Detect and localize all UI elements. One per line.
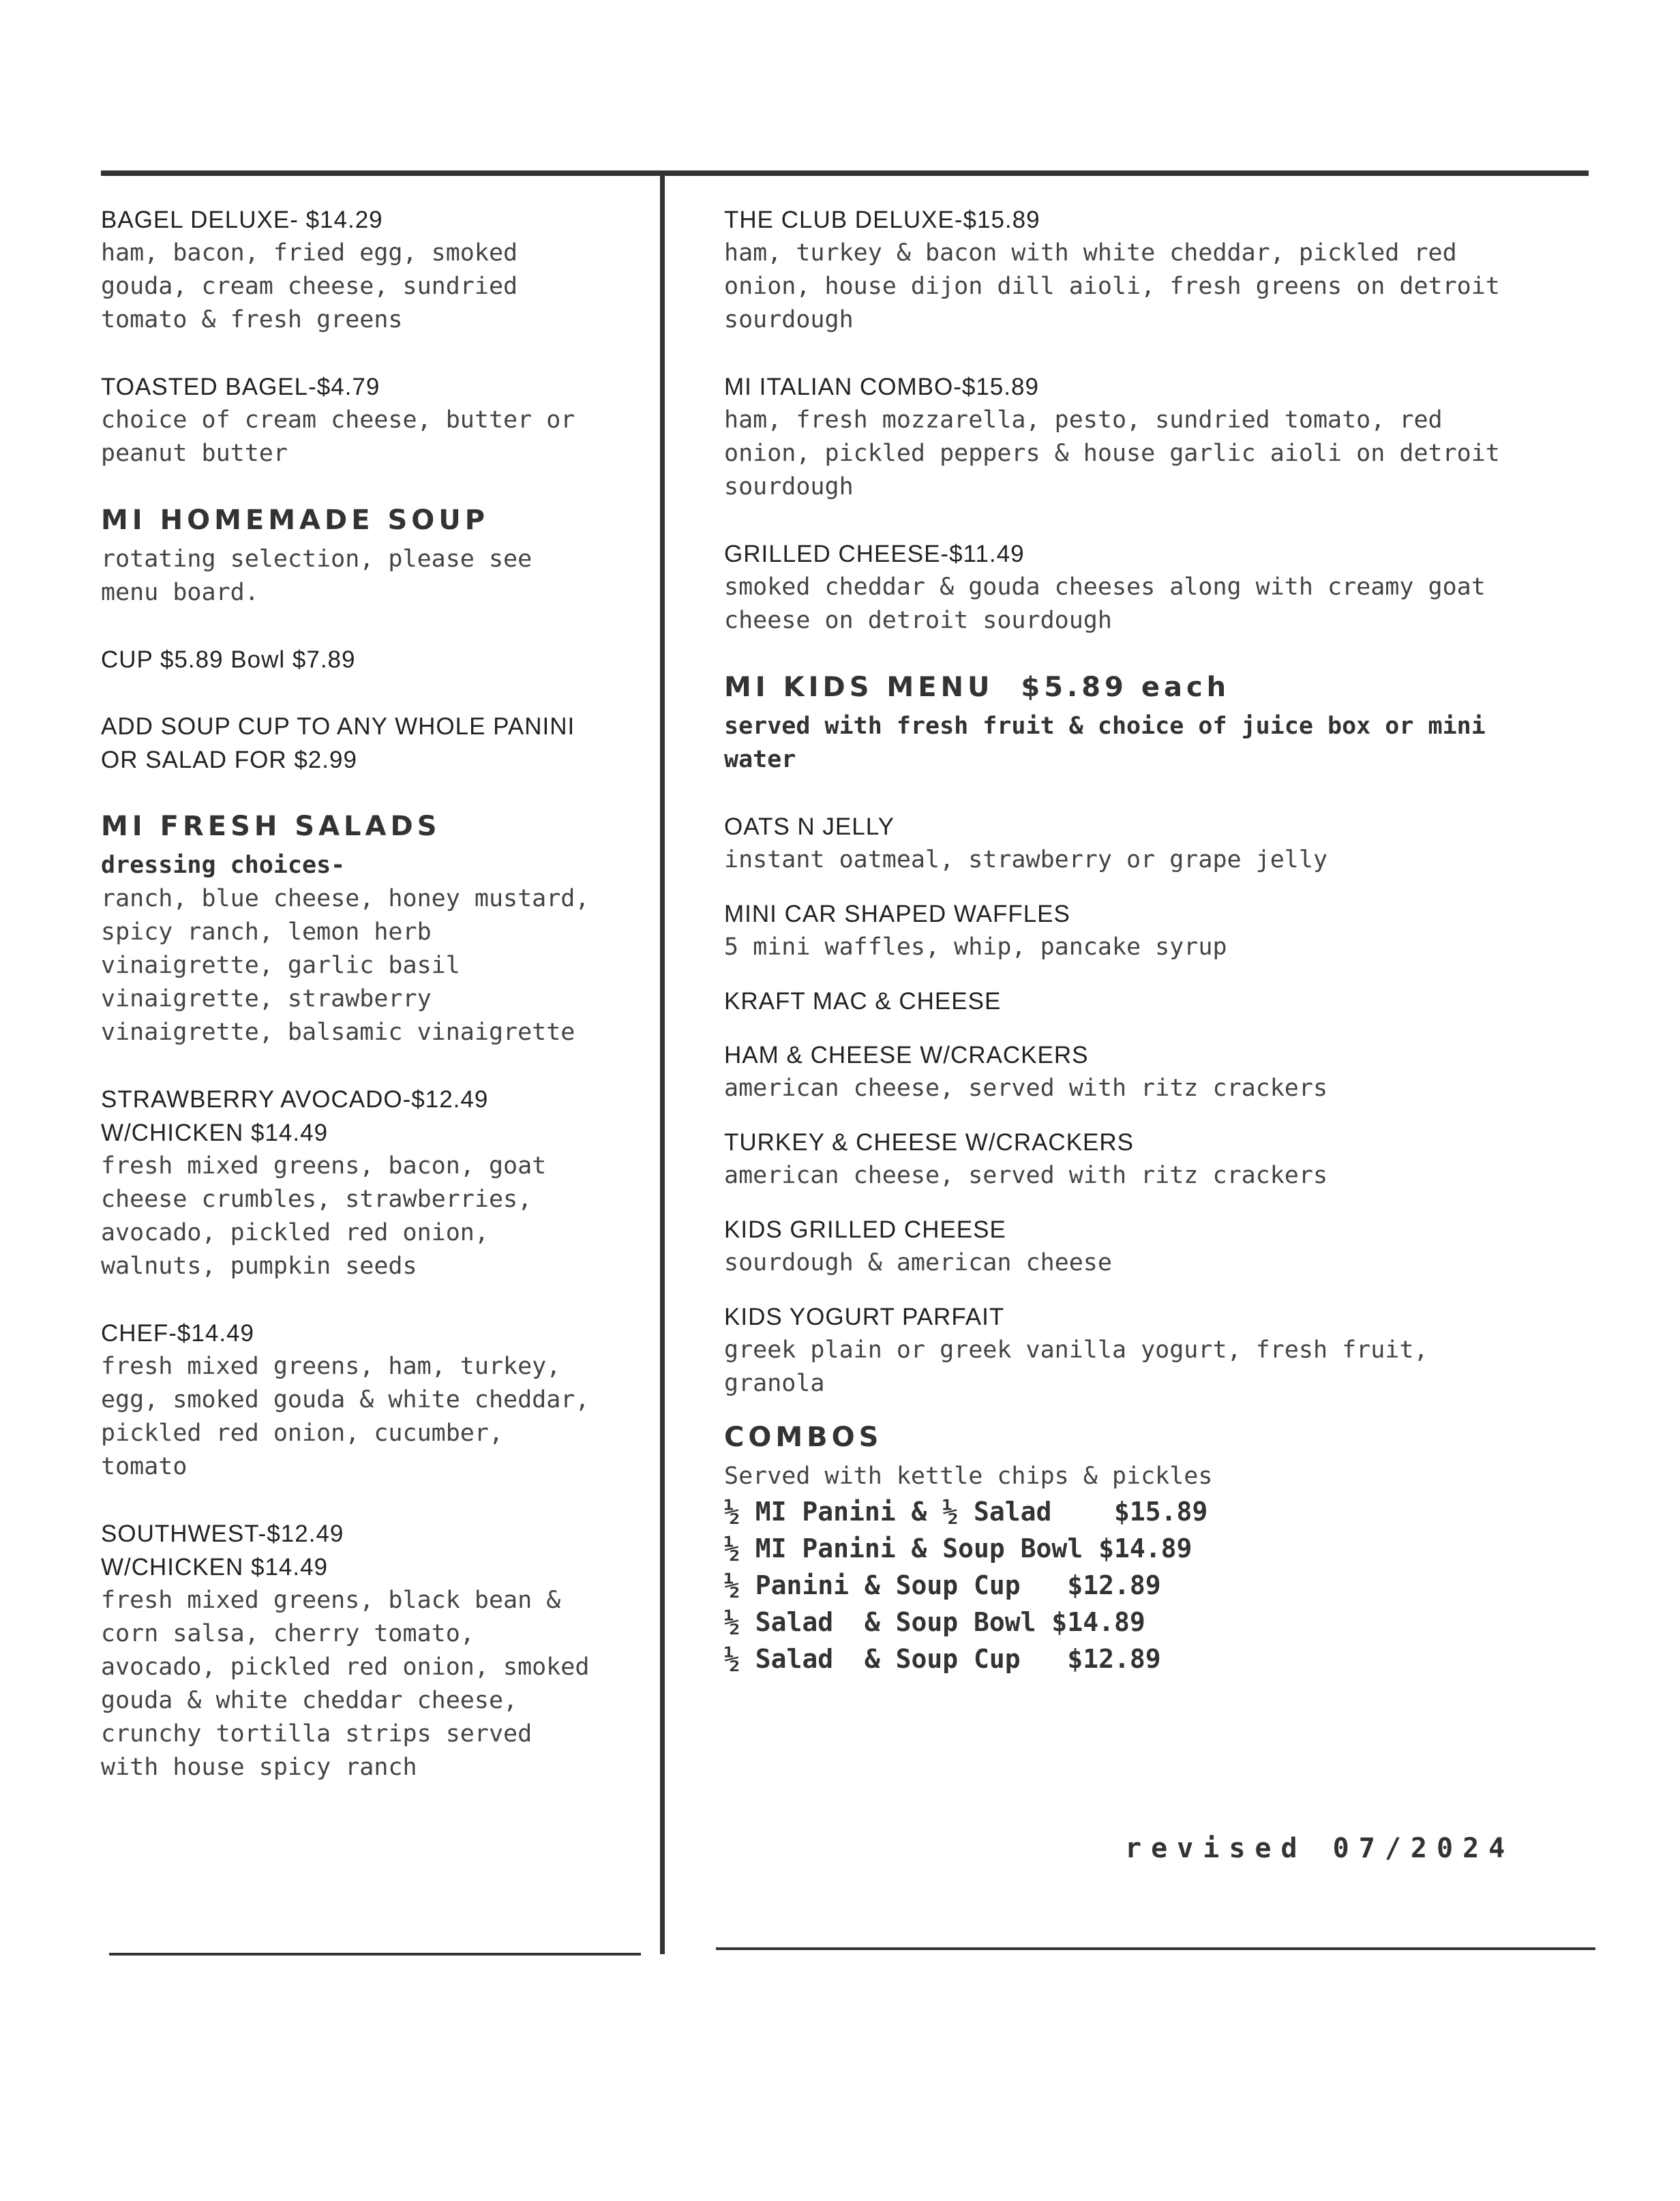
- menu-item-kids-grilled-cheese: [724, 1213, 1597, 1280]
- section-heading-soup: MI HOMEMADE SOUP: [101, 505, 490, 536]
- item-title: MINI CAR SHAPED WAFFLES: [724, 901, 1070, 927]
- menu-item-kraft-mac: [724, 985, 1597, 1018]
- item-description: american cheese, served with ritz crackers: [724, 1162, 1328, 1189]
- item-title: KIDS GRILLED CHEESE: [724, 1216, 1006, 1243]
- item-description: choice of cream cheese, butter or peanut butter: [101, 406, 575, 467]
- item-title: SOUTHWEST-$12.49 W/CHICKEN $14.49: [101, 1521, 344, 1581]
- item-title: STRAWBERRY AVOCADO-$12.49 W/CHICKEN $14.49: [101, 1086, 489, 1146]
- item-description: rotating selection, please see menu board.: [101, 545, 532, 606]
- item-title: CHEF-$14.49: [101, 1320, 254, 1347]
- item-title: BAGEL DELUXE- $14.29: [101, 207, 383, 233]
- soup-description: [101, 543, 660, 610]
- menu-item-ham-cheese: [724, 1038, 1597, 1105]
- item-description: ham, bacon, fried egg, smoked gouda, cream cheese, sundried tomato & fresh greens: [101, 239, 518, 333]
- item-description: sourdough & american cheese: [724, 1249, 1112, 1276]
- section-heading-kids: MI KIDS MENU $5.89 each: [724, 672, 1231, 703]
- item-description: greek plain or greek vanilla yogurt, fresh fruit, granola: [724, 1336, 1428, 1397]
- dressing-list: ranch, blue cheese, honey mustard, spicy ranch, lemon herb vinaigrette, garlic basil vinaigrette, strawberry vinaigrette, balsamic vinaigrette: [101, 885, 590, 1046]
- soup-sizes: [101, 643, 660, 676]
- item-title: CUP $5.89 Bowl $7.89: [101, 646, 356, 673]
- menu-item-toasted-bagel: [101, 370, 660, 470]
- right-column: [724, 203, 1597, 1677]
- combo-line: ½ Panini & Soup Cup $12.89: [724, 1570, 1161, 1600]
- menu-item-club-deluxe: [724, 203, 1597, 337]
- combo-line: ½ MI Panini & ½ Salad $15.89: [724, 1497, 1208, 1527]
- item-description: instant oatmeal, strawberry or grape jelly: [724, 846, 1328, 873]
- kids-subtitle: [724, 710, 1597, 777]
- menu-item-chef: [101, 1317, 660, 1484]
- column-divider: [660, 173, 665, 1954]
- section-heading-salads: MI FRESH SALADS: [101, 811, 441, 842]
- menu-item-mini-waffles: [724, 897, 1597, 964]
- dressing-label: dressing choices-: [101, 852, 346, 879]
- item-description: smoked cheddar & gouda cheeses along with creamy goat cheese on detroit sourdough: [724, 573, 1486, 634]
- top-divider: [101, 170, 1589, 176]
- soup-addon: [101, 710, 660, 777]
- item-title: KIDS YOGURT PARFAIT: [724, 1304, 1005, 1330]
- menu-item-turkey-cheese: [724, 1126, 1597, 1193]
- item-description: fresh mixed greens, ham, turkey, egg, smoked gouda & white cheddar, pickled red onion, cucumber, tomato: [101, 1353, 590, 1480]
- item-title: KRAFT MAC & CHEESE: [724, 988, 1002, 1015]
- combo-line: ½ MI Panini & Soup Bowl $14.89: [724, 1533, 1192, 1563]
- kids-subtitle-text: served with fresh fruit & choice of juice box or mini water: [724, 713, 1486, 773]
- left-column: [101, 203, 660, 1818]
- dressing-choices: [101, 849, 660, 1049]
- menu-item-strawberry-avocado: [101, 1083, 660, 1283]
- item-title: GRILLED CHEESE-$11.49: [724, 541, 1025, 567]
- item-title: HAM & CHEESE W/CRACKERS: [724, 1042, 1089, 1068]
- item-description: ham, turkey & bacon with white cheddar, pickled red onion, house dijon dill aioli, fresh greens on detroit sourdough: [724, 239, 1500, 333]
- item-description: american cheese, served with ritz crackers: [724, 1075, 1328, 1102]
- item-title: OATS N JELLY: [724, 813, 895, 840]
- item-title: TOASTED BAGEL-$4.79: [101, 374, 380, 400]
- menu-item-italian-combo: [724, 370, 1597, 504]
- combo-line: ½ Salad & Soup Bowl $14.89: [724, 1607, 1145, 1637]
- item-description: ham, fresh mozzarella, pesto, sundried tomato, red onion, pickled peppers & house garlic aioli on detroit sourdough: [724, 406, 1500, 500]
- item-description: fresh mixed greens, black bean & corn salsa, cherry tomato, avocado, pickled red onion, smoked gouda & white cheddar cheese, crunchy tortilla strips served with house spicy ranch: [101, 1587, 590, 1781]
- bottom-divider-right: [716, 1947, 1595, 1950]
- menu-item-southwest: [101, 1517, 660, 1784]
- section-heading-combos: COMBOS: [724, 1422, 883, 1453]
- item-title: TURKEY & CHEESE W/CRACKERS: [724, 1129, 1135, 1156]
- menu-item-yogurt-parfait: [724, 1300, 1597, 1401]
- combos-list: [724, 1460, 1597, 1677]
- bottom-divider-left: [109, 1953, 641, 1956]
- item-title: THE CLUB DELUXE-$15.89: [724, 207, 1040, 233]
- combos-subtitle: Served with kettle chips & pickles: [724, 1463, 1213, 1490]
- item-title: ADD SOUP CUP TO ANY WHOLE PANINI OR SALAD FOR $2.99: [101, 713, 575, 773]
- menu-item-oats-n-jelly: [724, 810, 1597, 877]
- menu-item-grilled-cheese: [724, 537, 1597, 638]
- item-description: fresh mixed greens, bacon, goat cheese crumbles, strawberries, avocado, pickled red onion, walnuts, pumpkin seeds: [101, 1152, 547, 1280]
- combo-line: ½ Salad & Soup Cup $12.89: [724, 1644, 1161, 1674]
- item-title: MI ITALIAN COMBO-$15.89: [724, 374, 1039, 400]
- menu-item-bagel-deluxe: [101, 203, 660, 337]
- revised-date: revised 07/2024: [1125, 1833, 1515, 1864]
- item-description: 5 mini waffles, whip, pancake syrup: [724, 933, 1227, 961]
